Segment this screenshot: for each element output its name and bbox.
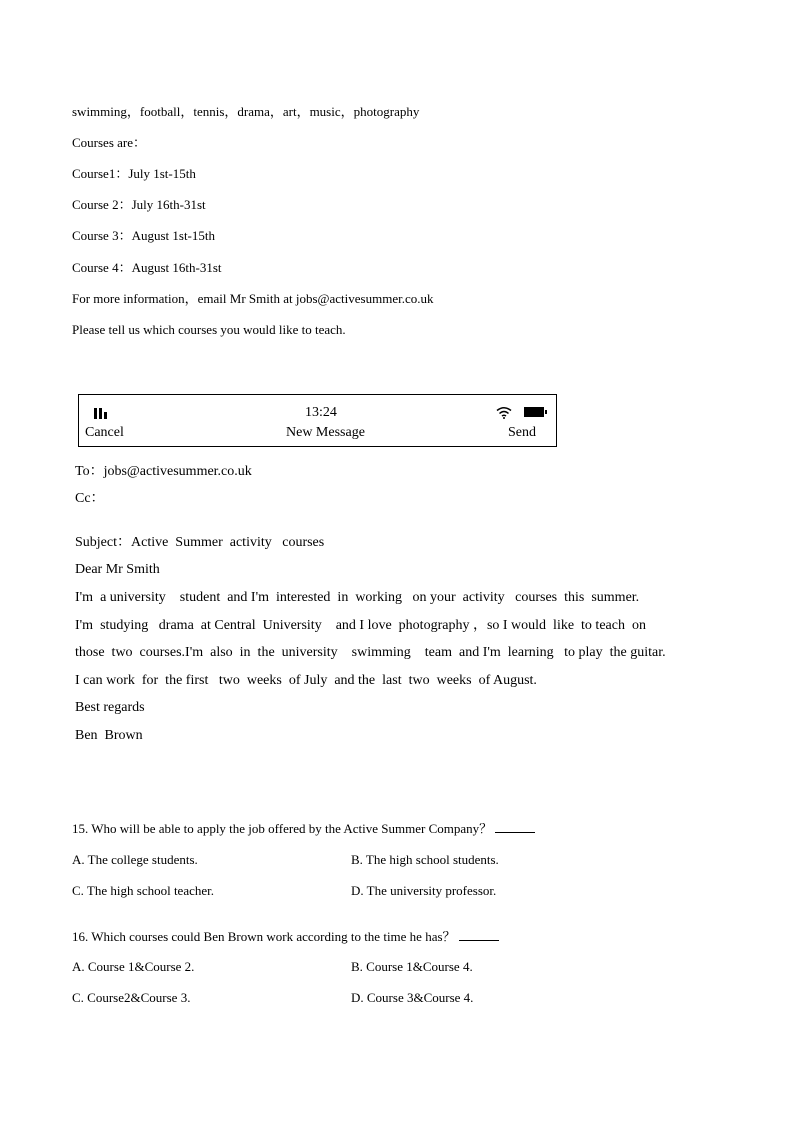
q15-option-c[interactable]: C. The high school teacher. (72, 883, 215, 898)
q15-option-b[interactable]: B. The high school students. (351, 852, 499, 867)
course-4-line: Course 4：August 16th-31st (72, 260, 222, 275)
activities-line: swimming，football，tennis，drama，art，music，photography (72, 104, 420, 119)
answer-blank[interactable] (459, 928, 499, 941)
info-line: For more information，email Mr Smith at jobs@activesummer.co.uk (72, 291, 434, 306)
question-16-stem (72, 928, 499, 945)
subject-field[interactable]: Subject：Active Summer activity courses (75, 535, 325, 550)
q15-option-a[interactable]: A. The college students. (72, 852, 198, 867)
question-text: 15. Who will be able to apply the job offered by the Active Summer Company？ (72, 821, 493, 836)
ask-line: Please tell us which courses you would like to teach. (72, 322, 346, 337)
answer-blank[interactable] (495, 820, 535, 833)
course-3-line: Course 3：August 1st-15th (72, 228, 216, 243)
q16-option-c[interactable]: C. Course2&Course 3. (72, 990, 191, 1005)
status-time: 13:24 (305, 405, 337, 420)
email-body-line: I can work for the first two weeks of July and the last two weeks of August. (75, 673, 537, 688)
new-message-title: New Message (286, 425, 365, 440)
cc-field[interactable]: Cc： (75, 491, 105, 506)
q16-option-a[interactable]: A. Course 1&Course 2. (72, 959, 195, 974)
send-button[interactable]: Send (508, 425, 536, 440)
q16-option-b[interactable]: B. Course 1&Course 4. (351, 959, 473, 974)
email-closing: Best regards (75, 700, 145, 715)
cancel-button[interactable]: Cancel (85, 425, 124, 440)
signal-icon (94, 407, 110, 419)
email-body-line: I'm studying drama at Central University and I love photography ，so I would like to teach on (75, 618, 646, 633)
email-signature: Ben Brown (75, 728, 143, 743)
courses-intro: Courses are： (72, 135, 147, 150)
battery-icon (524, 407, 544, 417)
to-field[interactable]: To：jobs@activesummer.co.uk (75, 464, 252, 479)
phone-header (78, 394, 557, 447)
question-text: 16. Which courses could Ben Brown work according to the time he has？ (72, 929, 456, 944)
course-2-line: Course 2：July 16th-31st (72, 197, 206, 212)
question-15-stem (72, 820, 535, 837)
email-body-line: those two courses.I'm also in the university swimming team and I'm learning to play the guitar. (75, 645, 666, 660)
email-greeting: Dear Mr Smith (75, 562, 160, 577)
email-body-line: I'm a university student and I'm interested in working on your activity courses this summer. (75, 590, 640, 605)
course-1-line: Course1：July 1st-15th (72, 166, 196, 181)
q16-option-d[interactable]: D. Course 3&Course 4. (351, 990, 474, 1005)
q15-option-d[interactable]: D. The university professor. (351, 883, 497, 898)
wifi-icon (496, 406, 512, 419)
